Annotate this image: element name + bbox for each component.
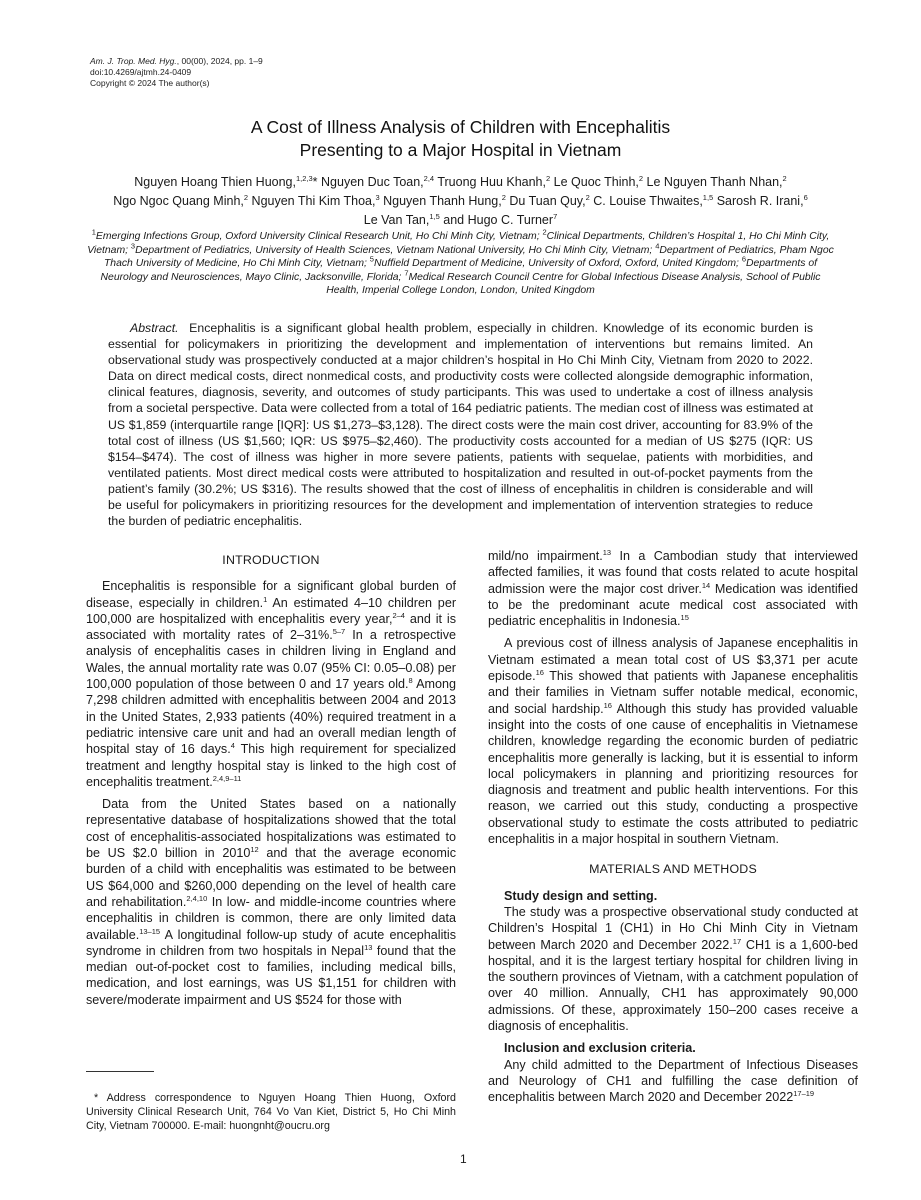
citation-sup: 2–4 — [392, 610, 405, 620]
text-run: and it is associated with mortality rates of 2–31%. — [86, 611, 456, 643]
author-affil-sup: 2 — [638, 173, 644, 183]
section-heading-methods: MATERIALS AND METHODS — [589, 862, 757, 877]
intro-paragraph-1 — [86, 578, 456, 790]
title-line-1: A Cost of Illness Analysis of Children with Encephalitis — [250, 117, 671, 137]
affil-sup: 7 — [404, 268, 409, 278]
journal-doi: doi:10.4269/ajtmh.24-0409 — [90, 67, 192, 77]
author: Nguyen Thanh Hung, — [383, 194, 502, 208]
text-run: This high requirement for specialized treatment and lengthy hospital stay is linked to the high cost of encephalitis treatment. — [86, 742, 456, 789]
left-column — [86, 548, 456, 1014]
author: Du Tuan Quy, — [509, 194, 586, 208]
author-affil-sup: 2 — [501, 192, 506, 202]
affiliations — [86, 227, 835, 298]
author: and Hugo C. Turner — [443, 213, 554, 227]
intro-paragraph-2 — [86, 796, 456, 1008]
affiliation: Emerging Infections Group, Oxford University Clinical Research Unit, Ho Chi Minh City, Vietnam; — [95, 231, 540, 242]
text-run: In a Cambodian study that interviewed affected families, it was found that costs related to acute hospital admission were the major cost driver. — [488, 549, 858, 596]
author-affil-sup: 6 — [803, 192, 808, 202]
citation-sup: 2,4,9–11 — [212, 773, 242, 783]
author-affil-sup: 1,5 — [429, 211, 440, 221]
citation-sup: 13–15 — [139, 926, 161, 936]
intro-paragraph-3 — [488, 635, 858, 847]
text-run: In a retrospective analysis of encephalitis cases in children living in England and Wales, the annual mortality rate was 0.07 (95% CI: 0.05–0.08) per 100,000 population of those between 0 and 17 years old. — [86, 628, 456, 692]
abstract-label: Abstract. — [130, 321, 179, 335]
abstract-text: Encephalitis is a significant global health problem, especially in children. Knowledge of its economic burden is essential for policymakers in prioritizing the development and implementation of interventions but remains limited. An observational study was prospectively conducted at a major children’s hospital in Ho Chi Minh City, Vietnam from 2020 to 2022. Data on direct medical costs, direct nonmedical costs, and productivity costs were collected alongside demographic information, clinical features, diagnosis, severity, and outcomes of study participants. This was used to undertake a cost of illness analysis from a societal perspective. Data were collected from a total of 164 pediatric patients. The median cost of illness was estimated at US $1,859 (interquartile range [IQR]: US $1,273–$3,128). The direct costs were the main cost driver, accounting for 83.9% of the total cost of illness (US $1,560; IQR: US $975–$2,460). The productivity costs accounted for a median of US $275 (IQR: US $154–$474). The cost of illness was higher in more severe patients, patients with sequelae, patients with morbidities, and ventilated patients. Most direct medical costs were attributed to hospitalization and resulted in out-of-pocket payments from the patient’s family (30.2%; US $316). The results showed that the cost of illness of encephalitis in children is considerable and will be useful for policymakers in prioritizing resources for the development and implementation of intervention strategies to reduce the burden of pediatric encephalitis. — [108, 321, 813, 529]
affiliation: Clinical Departments, Children’s Hospital 1, Ho Chi Minh City, Vietnam; — [87, 231, 830, 256]
author-affil-sup: 1,5 — [702, 192, 714, 202]
text-run: This showed that patients with Japanese encephalitis and their families in Vietnam suffer notable medical, economic, and social hardship. — [488, 669, 858, 716]
author-affil-sup: 3 — [375, 192, 380, 202]
corresponding-star: * — [312, 175, 318, 189]
author-affil-sup: 1,2,3 — [295, 173, 313, 183]
page-number: 1 — [460, 1152, 467, 1166]
author-affil-sup: 2 — [545, 173, 551, 183]
citation-sup: 16 — [535, 667, 544, 677]
citation-sup: 2,4,10 — [186, 893, 208, 903]
author: Nguyen Duc Toan, — [321, 175, 424, 189]
citation-sup: 1 — [263, 594, 268, 604]
methods-paragraph-1 — [488, 904, 858, 1034]
subheading-inclusion: Inclusion and exclusion criteria. — [504, 1041, 696, 1056]
author: Nguyen Thi Kim Thoa, — [251, 194, 376, 208]
affiliation: Medical Research Council Centre for Global Infectious Disease Analysis, School of Public Health, Imperial College London, London, United Kingdom — [326, 271, 821, 297]
citation-sup: 14 — [701, 580, 711, 590]
affiliation: Nuffield Department of Medicine, University of Oxford, Oxford, United Kingdom; — [373, 258, 739, 270]
text-run: Data from the United States based on a nationally representative database of hospitalizations showed that the total cost of encephalitis-associated hospitalizations was estimated to be US $2.0 billion in 2010 — [86, 797, 456, 861]
citation-sup: 16 — [603, 700, 612, 710]
author: Nguyen Hoang Thien Huong, — [134, 175, 296, 189]
methods-paragraph-2 — [488, 1057, 858, 1106]
author: Ngo Ngoc Quang Minh, — [113, 194, 244, 208]
citation-sup: 13 — [602, 547, 612, 557]
author-affil-sup: 2,4 — [423, 173, 435, 183]
right-column — [488, 548, 858, 1112]
author-affil-sup: 2 — [782, 173, 787, 183]
title-line-2: Presenting to a Major Hospital in Vietnam — [299, 140, 622, 160]
author: Le Quoc Thinh, — [553, 175, 639, 189]
author: Sarosh R. Irani, — [716, 194, 804, 208]
text-run: An estimated 4–10 children per 100,000 are hospitalized with encephalitis every year, — [86, 595, 457, 626]
text-run: Encephalitis is responsible for a significant global burden of disease, especially in children. — [86, 579, 456, 610]
author-affil-sup: 7 — [553, 211, 558, 221]
text-run: found that the median out-of-pocket cost to families, including medical bills, medication, and lost earnings, was US $1,151 for children with severe/moderate impairment and US $524 for those with — [86, 943, 457, 1007]
affil-sup: 5 — [369, 254, 374, 264]
text-run: Medication was identified to be the predominant acute medical cost associated with pediatric encephalitis in Indonesia. — [488, 581, 858, 629]
affil-sup: 2 — [542, 227, 547, 237]
author: Truong Huu Khanh, — [437, 175, 546, 189]
text-run: Although this study has provided valuable insight into the costs of one cause of encephalitis in Vietnamese children, knowledge regarding the economic burden of pediatric encephalitis more generally is lacking, but it is essential to inform local policymakers in planning and prioritizing resources for diagnosis and treatment and public health interventions. For this reason, we carried out this study, conducting a prospective observational study to estimate the costs attributed to pediatric encephalitis in a major hospital in southern Vietnam. — [488, 701, 859, 847]
abstract — [108, 320, 813, 529]
citation-sup: 4 — [230, 741, 235, 751]
affil-sup: 3 — [130, 241, 136, 251]
author: C. Louise Thwaites, — [593, 194, 703, 208]
citation-sup: 8 — [408, 675, 413, 685]
text-run: A longitudinal follow-up study of acute encephalitis syndrome in children from two hospitals in Nepal — [86, 927, 456, 958]
affiliation: Departments of Neurology and Neurosciences, Mayo Clinic, Jacksonville, Florida; — [100, 258, 818, 283]
text-run: In low- and middle-income countries where encephalitis in children is common, there are only limited data available. — [86, 894, 456, 942]
author-list — [82, 173, 839, 230]
correspondence-footnote: * Address correspondence to Nguyen Hoang Thien Huong, Oxford University Clinical Research Unit, 764 Vo Van Kiet, District 5, Ho Chi Minh City, Vietnam 700000. E-mail: huongnht@oucru.org — [86, 1092, 456, 1133]
author-affil-sup: 2 — [585, 192, 590, 202]
paper-title — [90, 116, 831, 162]
author: Le Van Tan, — [363, 213, 430, 227]
journal-copyright: Copyright © 2024 The author(s) — [90, 78, 210, 88]
text-run: mild/no impairment. — [488, 549, 603, 563]
journal-citation: Am. J. Trop. Med. Hyg., 00(00), 2024, pp. 1–9 — [90, 56, 263, 66]
affil-sup: 6 — [741, 254, 746, 264]
affiliation: Department of Pediatrics, Pham Ngoc Thach University of Medicine, Ho Chi Minh City, Vietnam; — [103, 244, 834, 270]
citation-sup: 15 — [680, 613, 689, 622]
text-run: CH1 is a 1,600-bed hospital, and it is the largest tertiary hospital for children living in the southern provinces of Vietnam, with a catchment population of over 40 million. Annually, CH1 has approximately 90,000 admissions. Of these, approximately 150–200 cases receive a diagnosis of encephalitis. — [488, 937, 858, 1034]
affiliation: Department of Pediatrics, University of Health Sciences, Vietnam National University, Ho Chi Minh City, Vietnam; — [135, 244, 653, 256]
text-run: and that the average economic burden of a child with encephalitis was estimated to be between US $64,000 and $260,000 depending on the level of health care and rehabilitation. — [86, 846, 456, 909]
journal-info — [90, 56, 263, 89]
section-heading-introduction: INTRODUCTION — [222, 553, 320, 567]
text-run: The study was a prospective observational study conducted at Children’s Hospital 1 (CH1) in Ho Chi Minh City in Vietnam between March 2020 and December 2022. — [488, 904, 858, 952]
text-run: A previous cost of illness analysis of Japanese encephalitis in Vietnam estimated a mean total cost of US $3,371 per acute episode. — [488, 636, 858, 684]
intro-paragraph-2-continued — [488, 548, 858, 629]
subheading-study-design: Study design and setting. — [504, 888, 658, 903]
author: Le Nguyen Thanh Nhan, — [646, 175, 783, 189]
citation-sup: 12 — [250, 844, 259, 854]
citation-sup: 17–19 — [793, 1089, 815, 1099]
text-run: Among 7,298 children admitted with encephalitis between 2004 and 2013 in the United States, 2,933 patients (40%) required treatment in a pediatric intensive care unit and had an overall median length of hospital stay of 16 days. — [86, 677, 457, 757]
author-affil-sup: 2 — [243, 192, 249, 202]
affil-sup: 4 — [655, 241, 660, 251]
footnote-divider — [86, 1071, 154, 1072]
text-run: Any child admitted to the Department of Infectious Diseases and Neurology of CH1 and fulfilling the case definition of encephalitis between March 2020 and December 2022 — [488, 1057, 858, 1105]
citation-sup: 13 — [364, 942, 373, 952]
citation-sup: 5–7 — [332, 627, 346, 636]
citation-sup: 17 — [732, 936, 742, 946]
affil-sup: 1 — [91, 227, 96, 237]
